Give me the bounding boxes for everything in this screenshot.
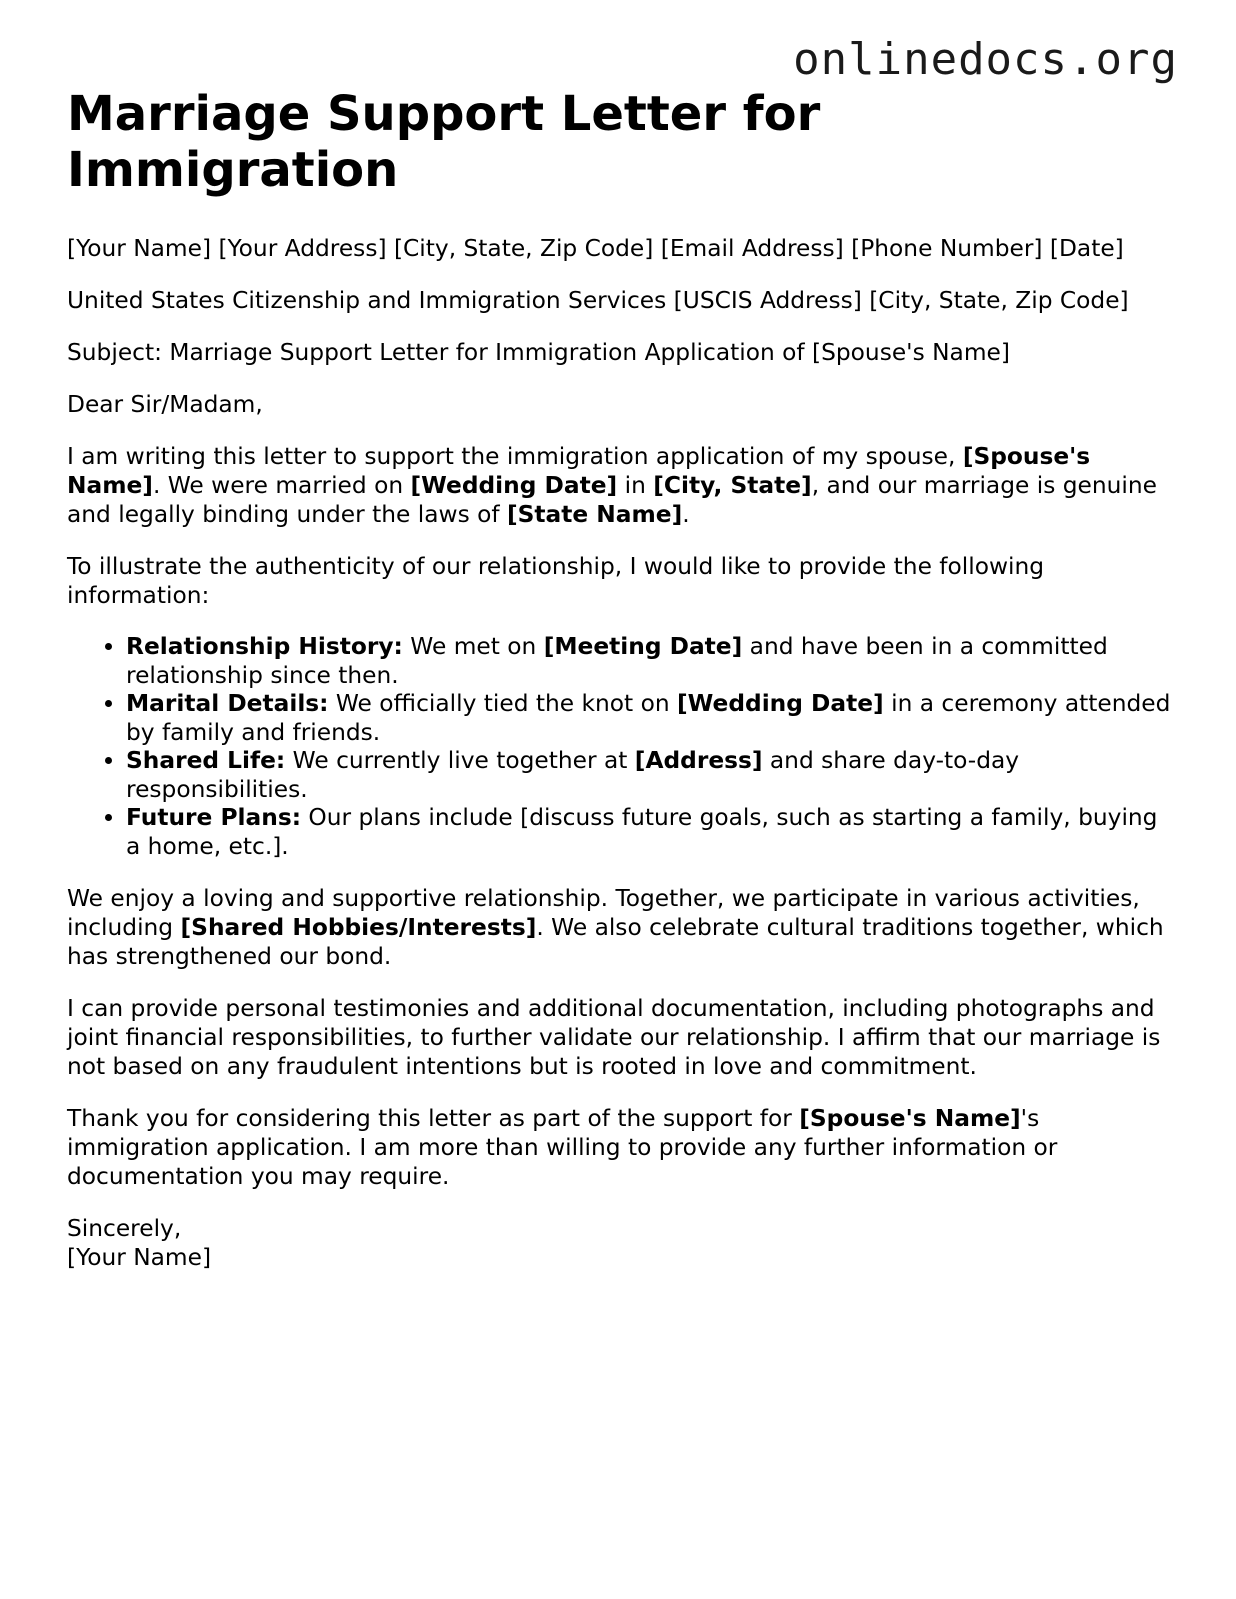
list-item [126, 747, 1177, 804]
list-item [126, 690, 1177, 747]
enjoy-text-1: We enjoy a loving and supportive relationship. Together, we participate in various activities, including [67, 885, 1140, 941]
recipient-details: United States Citizenship and Immigration Services [USCIS Address] [City, State, Zip Code] [67, 287, 1129, 314]
signature-name: [Your Name] [67, 1244, 212, 1271]
intro-paragraph [67, 442, 1177, 529]
intro-text-4: , and our marriage is genuine and legally binding under the laws of [67, 472, 1157, 528]
closing-word: Sincerely, [67, 1215, 182, 1242]
list-item [126, 633, 1177, 690]
watermark-text: onlinedocs.org [793, 34, 1178, 85]
wedding-date-placeholder: [Wedding Date] [410, 472, 618, 499]
illustrate-paragraph: To illustrate the authenticity of our relationship, I would like to provide the following information: [67, 553, 1045, 609]
bullet-text: in a ceremony attended by family and friends. [126, 690, 1171, 746]
intro-text-3: in [617, 472, 654, 499]
spouse-name-placeholder: [Spouse's Name] [67, 443, 1091, 499]
bullet-text: We officially tied the knot on [328, 690, 678, 717]
thanks-text-1: Thank you for considering this letter as part of the support for [67, 1105, 800, 1132]
state-name-placeholder: [State Name] [506, 501, 683, 528]
bullet-text: and share day-to-day responsibilities. [126, 747, 1020, 803]
letter-document [67, 86, 1177, 1272]
intro-text-1: I am writing this letter to support the immigration application of my spouse, [67, 443, 963, 470]
thanks-text-2: 's immigration application. I am more than willing to provide any further information or documentation you may require. [67, 1105, 1058, 1190]
bullet-text: We met on [402, 633, 544, 660]
intro-text-2: . We were married on [152, 472, 411, 499]
city-state-placeholder: [City, State] [653, 472, 812, 499]
bullet-text: Our plans include [discuss future goals, such as starting a family, buying a home, etc.]. [126, 804, 1158, 860]
wedding-date-placeholder: [Wedding Date] [677, 690, 884, 717]
bullet-label: Relationship History: [126, 633, 403, 660]
salutation: Dear Sir/Madam, [67, 391, 263, 418]
bullet-label: Marital Details: [126, 690, 329, 717]
spouse-name-placeholder: [Spouse's Name] [799, 1105, 1021, 1132]
relationship-details-list [67, 633, 1177, 861]
testimonies-paragraph: I can provide personal testimonies and additional documentation, including photographs and joint financial responsibilities, to further validate our relationship. I affirm that our marriage is not based on any fraudulent intentions but is rooted in love and commitment. [67, 995, 1161, 1080]
intro-text-5: . [682, 501, 690, 528]
subject-line: Subject: Marriage Support Letter for Immigration Application of [Spouse's Name] [67, 339, 1010, 366]
letter-title: Marriage Support Letter for Immigration [67, 86, 821, 198]
bullet-text: and have been in a committed relationship since then. [126, 633, 1108, 689]
meeting-date-placeholder: [Meeting Date] [543, 633, 743, 660]
list-item [126, 804, 1177, 861]
enjoy-paragraph [67, 884, 1177, 971]
sender-details: [Your Name] [Your Address] [City, State, Zip Code] [Email Address] [Phone Number] [Date] [67, 235, 1124, 262]
enjoy-text-2: . We also celebrate cultural traditions together, which has strengthened our bond. [67, 914, 1164, 970]
bullet-label: Future Plans: [126, 804, 302, 831]
closing-block [67, 1214, 1177, 1272]
address-placeholder: [Address] [634, 747, 763, 774]
bullet-label: Shared Life: [126, 747, 286, 774]
thanks-paragraph [67, 1104, 1177, 1191]
bullet-text: We currently live together at [285, 747, 635, 774]
hobbies-placeholder: [Shared Hobbies/Interests] [180, 914, 537, 941]
